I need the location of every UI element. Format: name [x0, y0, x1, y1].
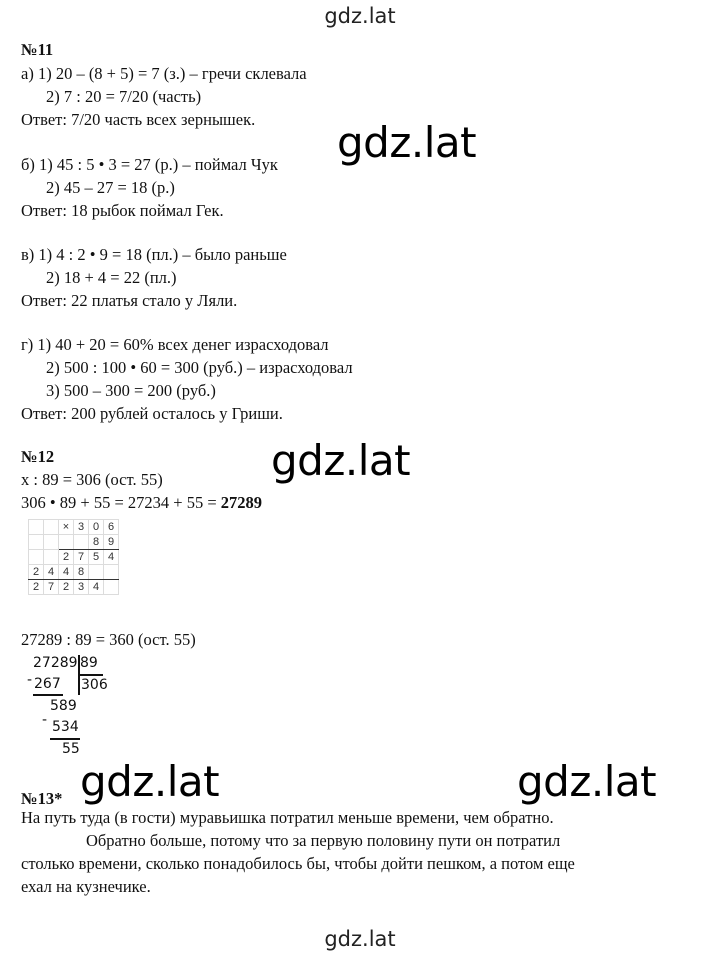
- task13-paragraph-2-line-1: Обратно больше, потому что за первую половину пути он потратил: [86, 831, 561, 850]
- grid-cell: 3: [74, 520, 89, 535]
- grid-cell: 9: [104, 535, 119, 550]
- grid-cell: 7: [74, 550, 89, 565]
- grid-cell: ×: [59, 520, 74, 535]
- division-line-2: [50, 738, 80, 740]
- division-quotient: 306: [81, 677, 108, 693]
- grid-cell: [44, 550, 59, 565]
- grid-cell: 2: [59, 550, 74, 565]
- division-minus-2: -: [42, 712, 48, 728]
- task11-number: №11: [21, 40, 54, 59]
- division-subtrahend-2: 534: [52, 719, 79, 735]
- task12-equation: x : 89 = 306 (ост. 55): [21, 470, 163, 489]
- grid-cell: [44, 520, 59, 535]
- task11-g-step2: 2) 500 : 100 • 60 = 300 (руб.) – израсходовал: [46, 358, 353, 377]
- task11-a-step1: а) 1) 20 – (8 + 5) = 7 (з.) – гречи склевала: [21, 64, 307, 83]
- grid-cell: [74, 535, 89, 550]
- task11-b-step2: 2) 45 – 27 = 18 (р.): [46, 178, 175, 197]
- task11-a-step2: 2) 7 : 20 = 7/20 (часть): [46, 87, 202, 106]
- task13-number: №13*: [21, 789, 63, 808]
- watermark-large-3: gdz.lat: [80, 757, 220, 806]
- watermark-large-1: gdz.lat: [337, 118, 477, 167]
- task11-g-step3: 3) 500 – 300 = 200 (руб.): [46, 381, 216, 400]
- task13-paragraph-1: На путь туда (в гости) муравьишка потратил меньше времени, чем обратно.: [21, 808, 554, 827]
- division-remainder-2: 55: [62, 741, 80, 757]
- task12-division-line: 27289 : 89 = 360 (ост. 55): [21, 630, 196, 649]
- grid-cell: [59, 535, 74, 550]
- grid-cell: 7: [44, 580, 59, 595]
- grid-cell: 8: [89, 535, 104, 550]
- grid-cell: 2: [59, 580, 74, 595]
- grid-cell: [89, 565, 104, 580]
- task11-v-step1: в) 1) 4 : 2 • 9 = 18 (пл.) – было раньше: [21, 245, 287, 264]
- division-subtrahend-1: 267: [34, 676, 61, 692]
- grid-cell: 4: [59, 565, 74, 580]
- task11-g-answer: Ответ: 200 рублей осталось у Гриши.: [21, 404, 283, 423]
- division-remainder-1: 589: [50, 698, 77, 714]
- grid-cell: 2: [29, 580, 44, 595]
- grid-cell: [44, 535, 59, 550]
- grid-cell: 5: [89, 550, 104, 565]
- multiplication-grid: [28, 519, 119, 595]
- grid-cell: [29, 520, 44, 535]
- task11-g-step1: г) 1) 40 + 20 = 60% всех денег израсходовал: [21, 335, 329, 354]
- division-dividend: 27289: [33, 655, 78, 671]
- grid-cell: [29, 550, 44, 565]
- grid-cell: [29, 535, 44, 550]
- task12-check-result: 27289: [220, 493, 262, 512]
- division-divisor: 89: [80, 655, 98, 671]
- grid-cell: 0: [89, 520, 104, 535]
- task13-paragraph-2-line-3: ехал на кузнечике.: [21, 877, 151, 896]
- grid-cell: 2: [29, 565, 44, 580]
- grid-cell: 4: [44, 565, 59, 580]
- watermark-bottom: gdz.lat: [324, 927, 396, 951]
- task12-check-expression: 306 • 89 + 55 = 27234 + 55 =: [21, 493, 221, 512]
- task11-a-answer: Ответ: 7/20 часть всех зернышек.: [21, 110, 256, 129]
- task11-v-answer: Ответ: 22 платья стало у Ляли.: [21, 291, 238, 310]
- division-line-1: [33, 694, 63, 696]
- watermark-large-4: gdz.lat: [517, 757, 657, 806]
- task11-b-answer: Ответ: 18 рыбок поймал Гек.: [21, 201, 224, 220]
- grid-cell: [104, 565, 119, 580]
- grid-cell: [104, 580, 119, 595]
- task12-check: [21, 493, 262, 513]
- grid-cell: 4: [104, 550, 119, 565]
- division-divisor-underline: [78, 674, 103, 676]
- grid-cell: 6: [104, 520, 119, 535]
- task11-v-step2: 2) 18 + 4 = 22 (пл.): [46, 268, 177, 287]
- grid-cell: 8: [74, 565, 89, 580]
- task11-b-step1: б) 1) 45 : 5 • 3 = 27 (р.) – поймал Чук: [21, 155, 278, 174]
- watermark-large-2: gdz.lat: [271, 436, 411, 485]
- grid-cell: 3: [74, 580, 89, 595]
- grid-cell: 4: [89, 580, 104, 595]
- watermark-top: gdz.lat: [324, 4, 396, 28]
- task13-paragraph-2-line-2: столько времени, сколько понадобилось бы, чтобы дойти пешком, а потом еще: [21, 854, 575, 873]
- task12-number: №12: [21, 447, 55, 466]
- division-minus-1: -: [27, 672, 33, 688]
